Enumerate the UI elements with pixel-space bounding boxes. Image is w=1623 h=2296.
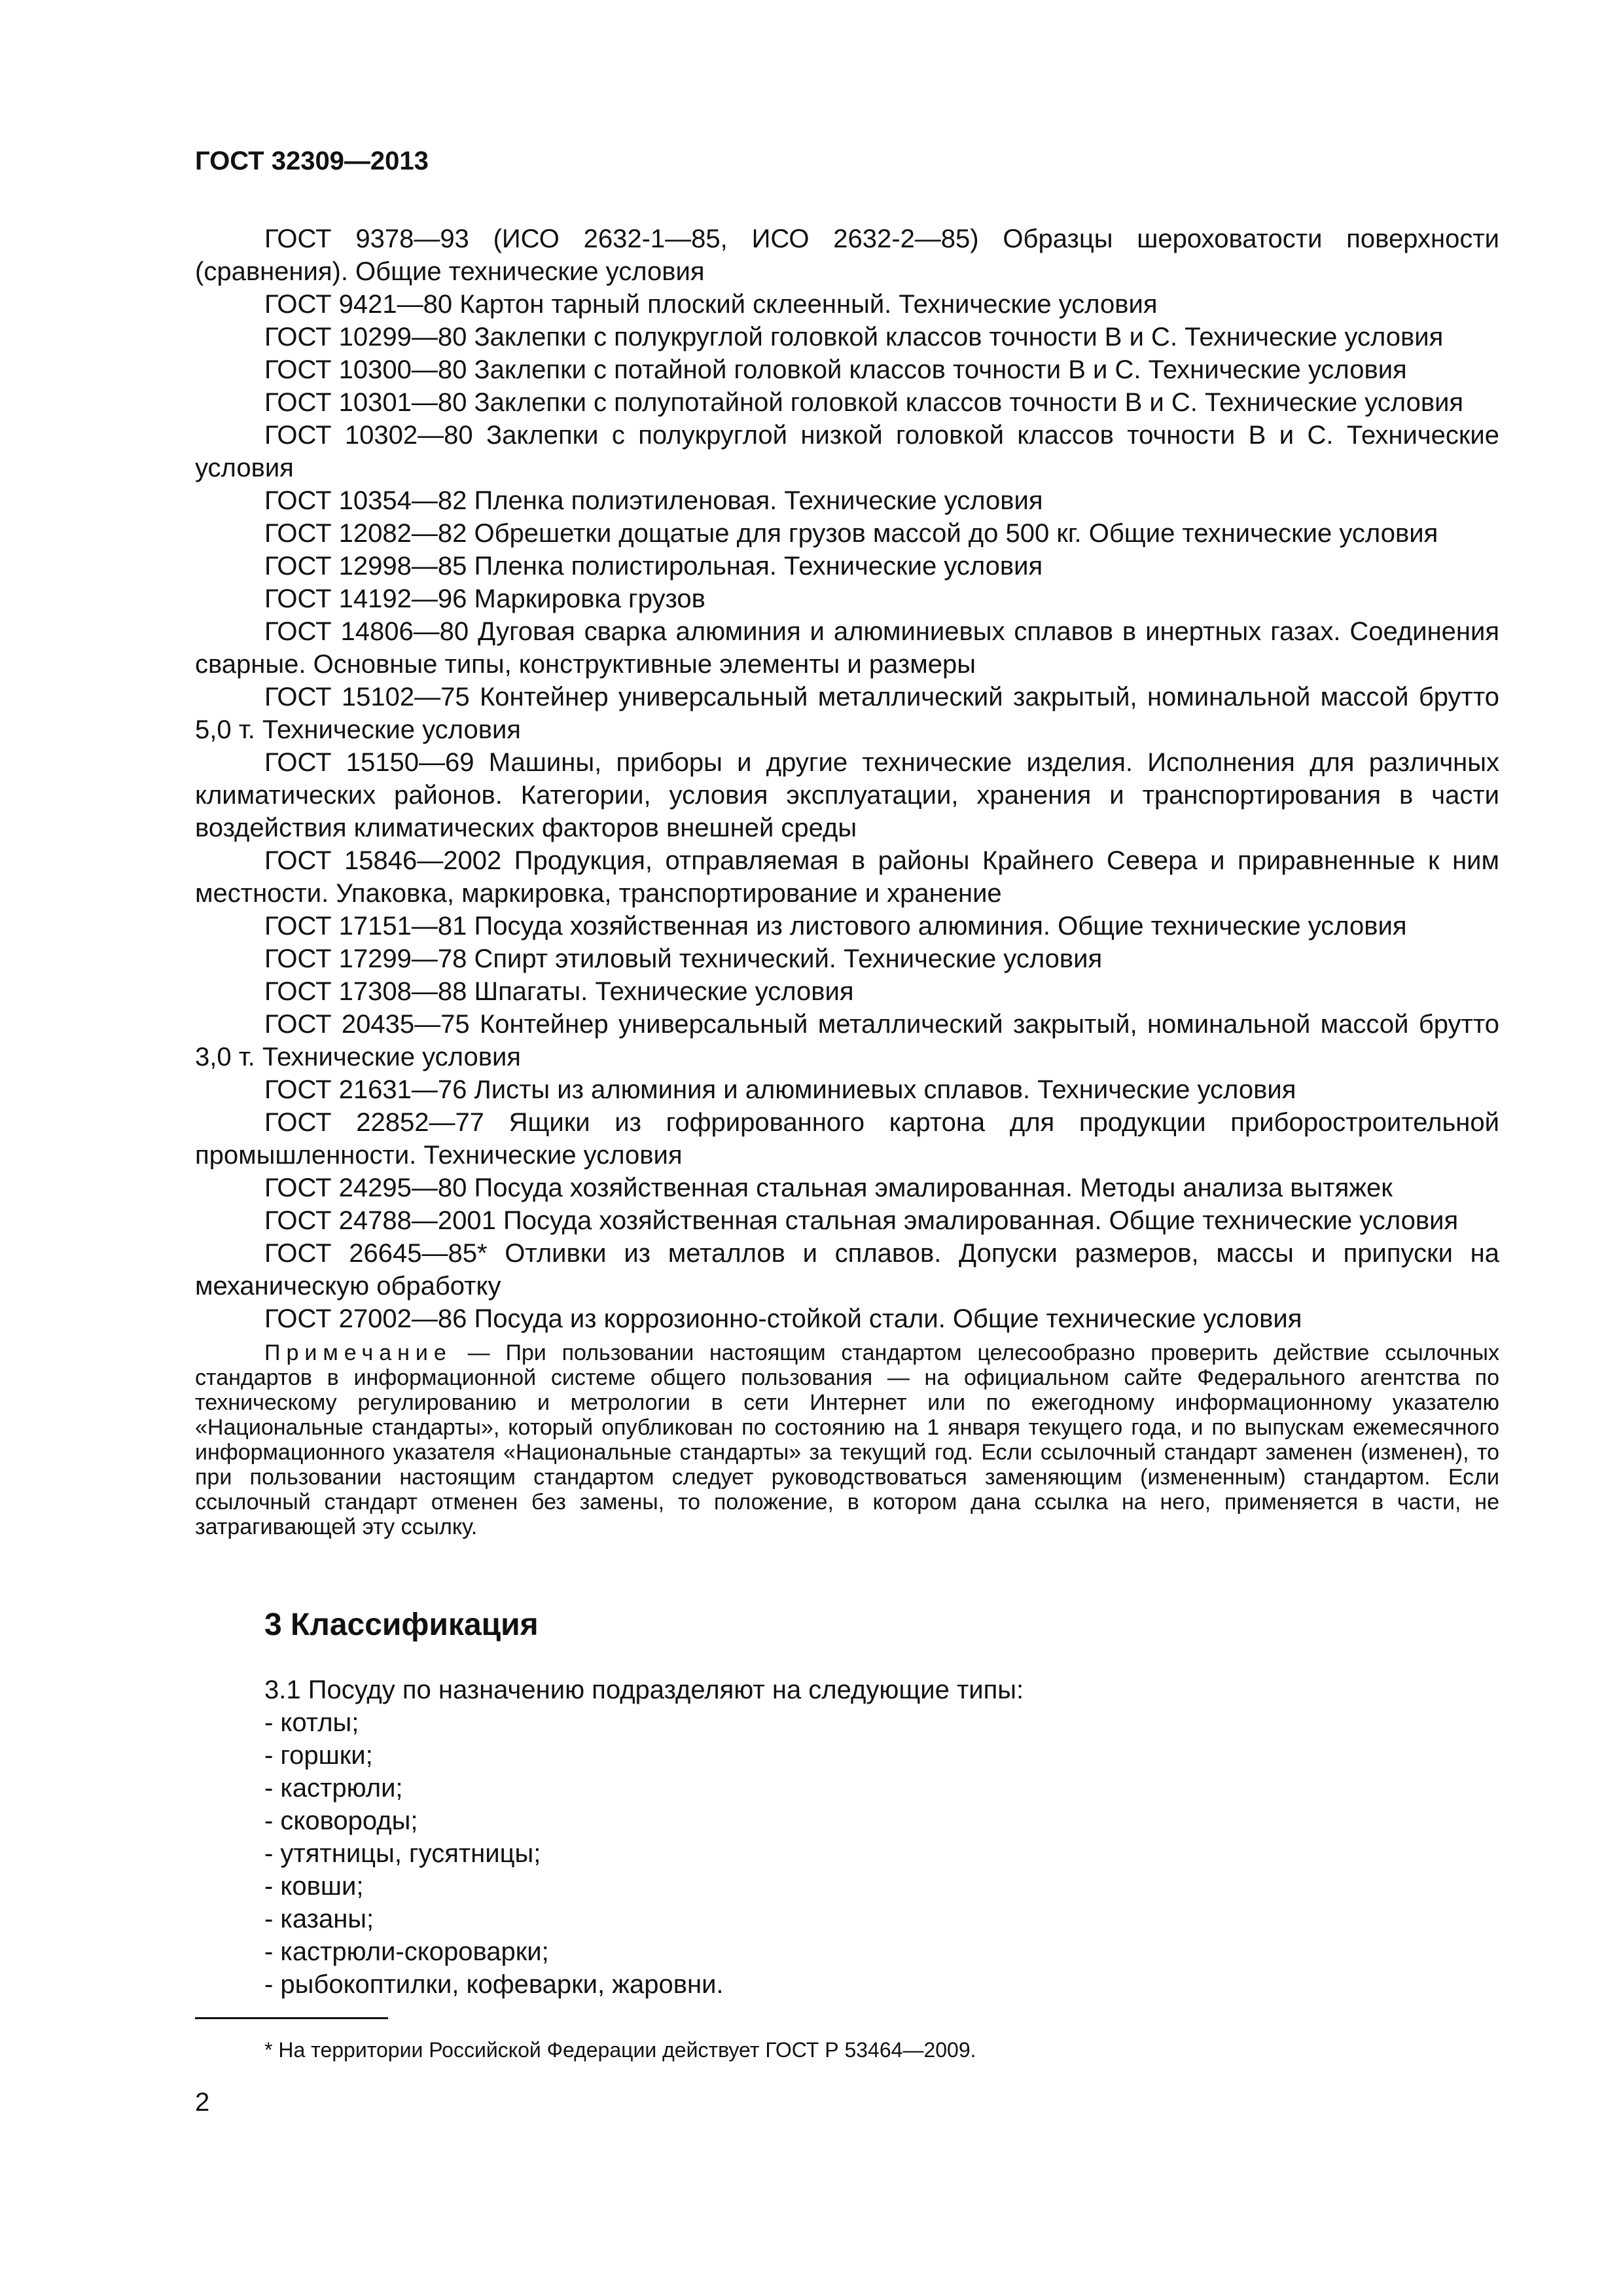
document-header: ГОСТ 32309—2013 (195, 147, 429, 175)
reference-item: ГОСТ 24295—80 Посуда хозяйственная стальная эмалированная. Методы анализа вытяжек (264, 1174, 1393, 1202)
footnote-separator (195, 2017, 388, 2019)
reference-item: ГОСТ 20435—75 Контейнер универсальный металлический закрытый, номинальной массой брутто 3,0 т. Технические условия (195, 1010, 1499, 1071)
list-item: - ковши; (264, 1872, 364, 1901)
references-note (195, 1340, 1499, 1539)
reference-item: ГОСТ 17308—88 Шпагаты. Технические условия (264, 977, 854, 1006)
normative-references-list (195, 223, 1499, 1335)
reference-item: ГОСТ 15846—2002 Продукция, отправляемая в районы Крайнего Севера и приравненные к ним местности. Упаковка, маркировка, транспортирование и хранение (195, 846, 1499, 908)
reference-item: ГОСТ 12998—85 Пленка полистирольная. Технические условия (264, 552, 1043, 581)
note-text: — При пользовании настоящим стандартом целесообразно проверить действие ссылочных стандартов в информационной системе общего пользования — на официальном сайте Федерального агентства по техническому регулированию и метрологии в сети Интернет или по ежегодному информационному указателю «Национальные стандарты», который опубликован по состоянию на 1 января текущего года, и по выпускам ежемесячного информационного указателя «Национальные стандарты» за текущий год. Если ссылочный стандарт заменен (изменен), то при пользовании настоящим стандартом следует руководствоваться заменяющим (измененным) стандартом. Если ссылочный стандарт отменен без замены, то положение, в котором дана ссылка на него, применяется в части, не затрагивающей эту ссылку. (195, 1340, 1499, 1539)
reference-item: ГОСТ 10302—80 Заклепки с полукруглой низкой головкой классов точности В и С. Технические условия (195, 421, 1499, 482)
reference-item: ГОСТ 22852—77 Ящики из гофрированного картона для продукции приборостроительной промышленности. Технические условия (195, 1108, 1499, 1170)
reference-item: ГОСТ 9378—93 (ИСО 2632-1—85, ИСО 2632-2—85) Образцы шероховатости поверхности (сравнения). Общие технические условия (195, 224, 1499, 286)
list-item: - казаны; (264, 1905, 374, 1933)
reference-item: ГОСТ 26645—85* Отливки из металлов и сплавов. Допуски размеров, массы и припуски на механическую обработку (195, 1239, 1499, 1300)
reference-item: ГОСТ 10299—80 Заклепки с полукруглой головкой классов точности В и С. Технические условия (264, 323, 1444, 351)
list-item: - кастрюли; (264, 1774, 403, 1803)
reference-item: ГОСТ 17299—78 Спирт этиловый технический. Технические условия (264, 944, 1103, 973)
clause-3-1: 3.1 Посуду по назначению подразделяют на следующие типы: (264, 1676, 1024, 1704)
list-item: - сковороды; (264, 1806, 418, 1835)
reference-item: ГОСТ 24788—2001 Посуда хозяйственная стальная эмалированная. Общие технические условия (264, 1206, 1459, 1235)
reference-item: ГОСТ 27002—86 Посуда из коррозионно-стойкой стали. Общие технические условия (264, 1304, 1302, 1333)
reference-item: ГОСТ 17151—81 Посуда хозяйственная из листового алюминия. Общие технические условия (264, 912, 1407, 941)
footnote: * На территории Российской Федерации действует ГОСТ Р 53464—2009. (264, 2038, 976, 2062)
reference-item: ГОСТ 10301—80 Заклепки с полупотайной головкой классов точности В и С. Технические условия (264, 388, 1464, 417)
reference-item: ГОСТ 10354—82 Пленка полиэтиленовая. Технические условия (264, 486, 1043, 515)
list-item: - котлы; (264, 1708, 359, 1737)
reference-item: ГОСТ 15102—75 Контейнер универсальный металлический закрытый, номинальной массой брутто 5,0 т. Технические условия (195, 683, 1499, 744)
list-item: - кастрюли-скороварки; (264, 1937, 549, 1966)
page-number: 2 (195, 2088, 210, 2117)
cookware-types-list (264, 1706, 724, 2001)
section-title: 3 Классификация (264, 1607, 539, 1642)
list-item: - горшки; (264, 1741, 373, 1770)
reference-item: ГОСТ 15150—69 Машины, приборы и другие технические изделия. Исполнения для различных климатических районов. Категории, условия эксплуатации, хранения и транспортирования в части воздействия климатических факторов внешней среды (195, 748, 1499, 842)
reference-item: ГОСТ 21631—76 Листы из алюминия и алюминиевых сплавов. Технические условия (264, 1075, 1296, 1104)
reference-item: ГОСТ 10300—80 Заклепки с потайной головкой классов точности В и С. Технические условия (264, 355, 1407, 384)
reference-item: ГОСТ 12082—82 Обрешетки дощатые для грузов массой до 500 кг. Общие технические условия (264, 519, 1438, 548)
reference-item: ГОСТ 14192—96 Маркировка грузов (264, 584, 705, 613)
note-label: Примечание (264, 1340, 452, 1365)
list-item: - рыбокоптилки, кофеварки, жаровни. (264, 1970, 724, 1999)
reference-item: ГОСТ 9421—80 Картон тарный плоский склеенный. Технические условия (264, 290, 1158, 319)
list-item: - утятницы, гусятницы; (264, 1839, 541, 1868)
reference-item: ГОСТ 14806—80 Дуговая сварка алюминия и алюминиевых сплавов в инертных газах. Соединения сварные. Основные типы, конструктивные элементы и размеры (195, 617, 1499, 679)
